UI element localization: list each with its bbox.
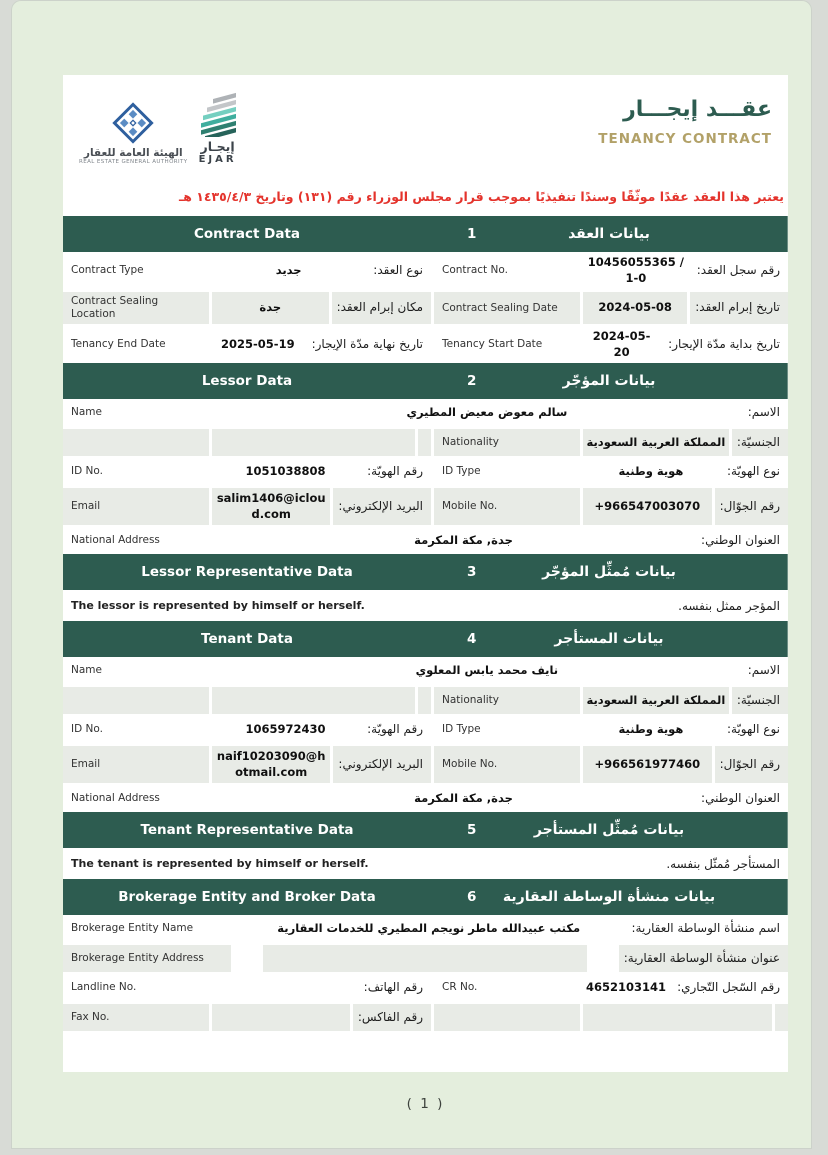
ejar-stripes-icon [198,91,238,137]
field-value: naif10203090@hotmail.com [209,746,333,783]
field-cell [63,716,431,743]
field-value [209,974,359,1001]
ejar-logo [198,91,238,165]
field-label-en: ID No. [71,723,103,736]
section-title-english: Lessor Representative Data [141,564,353,581]
field-value: جديد [209,252,368,289]
row-right-half [431,458,788,485]
section-title-arabic-text: بيانات مُمثِّل المؤجّر [542,564,676,581]
field-cell [63,326,431,363]
row-left-half [63,252,431,289]
field-label-en: ID Type [442,723,481,736]
field-label-ar [418,429,431,456]
section-number: 4 [467,631,477,648]
section-title-arabic-text: بيانات المستأجر [554,631,664,648]
field-label-ar: رقم الجوّال: [715,746,788,783]
field-label-en [63,687,209,714]
field-cell [434,458,788,485]
table-row [63,657,788,684]
field-cell [63,1004,431,1031]
field-label-ar: تاريخ إبرام العقد: [690,292,788,324]
field-label-ar: نوع الهويّة: [726,722,780,737]
ejar-name-arabic: إيجـار [200,139,235,154]
section-number: 5 [467,822,477,839]
section-title-arabic-text: بيانات منشأة الوساطة العقارية [502,889,716,906]
field-label-ar: الجنسيّة: [732,687,788,714]
field-value: salim1406@icloud.com [209,488,333,525]
field-label-en: Contract Sealing Date [434,292,580,324]
table-row [63,458,788,485]
field-cell [434,429,788,456]
field-label-ar: رقم الجوّال: [715,488,788,525]
representative-note-english: The lessor is represented by himself or herself. [71,599,365,613]
section-title-english: Brokerage Entity and Broker Data [118,889,376,906]
section-title-arabic [431,216,788,252]
table-row [63,289,788,326]
table-row [63,785,788,812]
field-cell [63,746,431,783]
field-label-en: CR No. [442,981,478,994]
section-title-english: Tenant Data [201,631,293,648]
field-cell-full [63,527,788,554]
section-number: 1 [467,226,477,242]
field-label-ar: تاريخ بداية مدّة الإيجار: [668,337,780,351]
field-label-ar: العنوان الوطني: [701,791,780,806]
document-title-block [598,91,782,147]
field-value: هوية وطنية [580,716,722,743]
section-header [63,879,788,915]
section-number: 2 [467,373,477,390]
page-number: ( 1 ) [406,1096,445,1112]
field-label-en [434,1004,580,1031]
field-label-ar: البريد الإلكتروني: [333,488,431,525]
section-number: 6 [467,889,477,906]
section-title-arabic [431,554,788,590]
field-value: 1051038808 [209,458,362,485]
row-right-half [431,746,788,783]
table-row [63,426,788,458]
field-value: سالم معوض معيض المطيري [406,405,568,420]
section-title-english: Lessor Data [201,373,293,390]
field-label-en: ID Type [442,465,481,478]
row-right-half [431,326,788,363]
section-title-arabic [431,621,788,657]
section-header [63,621,788,657]
field-cell-full [63,915,788,942]
field-label-ar: الجنسيّة: [732,429,788,456]
field-value: +966561977460 [580,746,715,783]
field-label-ar: رقم السّجل التّجاري: [677,980,780,995]
field-cell [63,429,431,456]
rega-name-english: REAL ESTATE GENERAL AUTHORITY [79,159,188,165]
row-right-half [431,974,788,1001]
field-cell [434,687,788,714]
legal-disclaimer: يعتبر هذا العقد عقدًا موثّقًا وسندًا تنفيذيًا بموجب قرار مجلس الوزراء رقم (١٣١) وتاريخ ١٤٣٥/٤/٣ هـ [178,189,784,204]
section-title-arabic [431,363,788,399]
field-value: مكتب عبيدالله ماطر نويجم المطيري للخدمات العقارية [277,921,581,936]
field-label-ar: الاسم: [747,663,780,678]
field-label-en: Nationality [434,429,580,456]
row-left-half [63,1004,431,1031]
section-header [63,812,788,848]
row-right-half [431,292,788,324]
table-row [63,527,788,554]
field-label-ar: رقم الفاكس: [353,1004,431,1031]
section-header [63,363,788,399]
field-value [260,945,590,972]
field-value: جدة, مكة المكرمة [414,533,513,548]
rega-name-arabic: الهيئة العامة للعقار [83,147,183,159]
field-label-en: Brokerage Entity Name [71,922,194,935]
section-header [63,554,788,590]
field-label-en: Mobile No. [434,746,580,783]
field-label-ar: نوع العقد: [373,262,423,277]
contract-sections [63,216,788,1033]
row-left-half [63,974,431,1001]
section-number: 3 [467,564,477,581]
field-label-ar: رقم الهاتف: [363,980,423,995]
field-label-en: Email [63,746,209,783]
representative-note-arabic: المستأجر مُمثّل بنفسه. [666,856,780,871]
field-value: 10456055365 / 1-0 [580,252,692,289]
table-row [63,485,788,527]
document-title-english: TENANCY CONTRACT [598,131,772,147]
table-row [63,716,788,743]
field-value [209,429,418,456]
field-cell [63,687,431,714]
field-value: 1065972430 [209,716,362,743]
field-label-ar [775,1004,788,1031]
field-cell-full [63,657,788,684]
logo-group [79,91,238,165]
row-right-half [431,716,788,743]
row-left-half [63,429,431,456]
field-label-en: Nationality [434,687,580,714]
field-cell [434,326,788,363]
field-value [209,1004,353,1031]
row-right-half [431,1004,788,1031]
row-left-half [63,292,431,324]
field-cell-full [63,785,788,812]
field-value: +966547003070 [580,488,715,525]
row-left-half [63,687,431,714]
field-label-en [63,429,209,456]
field-label-ar: رقم الهويّة: [367,722,423,737]
field-value: 4652103141 [580,974,672,1001]
row-right-half [431,429,788,456]
field-cell [434,292,788,324]
field-label-ar: رقم الهويّة: [367,464,423,479]
field-label-en: Name [71,664,102,677]
field-value [209,687,418,714]
field-value: نايف محمد يابس المعلوي [415,663,559,678]
document-title-arabic: عقـــد إيجـــار [623,97,772,122]
field-label-en: Contract Type [71,263,144,276]
row-right-half [431,687,788,714]
field-label-en: Landline No. [71,981,137,994]
field-label-en: Brokerage Entity Address [63,945,231,972]
field-label-en: Tenancy End Date [71,338,166,351]
ejar-name-english: EJAR [198,154,237,165]
field-label-en: Tenancy Start Date [442,338,543,351]
table-row [63,974,788,1001]
field-cell [434,716,788,743]
row-left-half [63,458,431,485]
field-label-en: Email [63,488,209,525]
field-label-ar: نوع الهويّة: [726,464,780,479]
field-label-ar: البريد الإلكتروني: [333,746,431,783]
field-cell [63,458,431,485]
field-value: 2025-05-19 [209,326,307,363]
row-left-half [63,488,431,525]
field-label-ar: عنوان منشأة الوساطة العقارية: [619,945,788,972]
row-right-half [431,488,788,525]
table-row [63,743,788,785]
section-title-english: Tenant Representative Data [140,822,354,839]
field-value: 2024-05-08 [580,292,690,324]
field-cell [63,252,431,289]
field-value: جدة [209,292,332,324]
field-label-ar: مكان إبرام العقد: [332,292,431,324]
field-cell [63,974,431,1001]
field-label-en: National Address [71,792,160,805]
field-value: المملكة العربية السعودية [580,429,732,456]
field-cell [434,1004,788,1031]
rega-diamond-icon [112,102,154,144]
field-value: المملكة العربية السعودية [580,687,732,714]
representative-note-arabic: المؤجر ممثل بنفسه. [678,598,780,613]
section-title-english: Contract Data [193,226,301,242]
field-cell [434,746,788,783]
field-cell-full [63,945,788,972]
row-left-half [63,716,431,743]
field-label-ar: رقم سجل العقد: [696,262,780,277]
section-title-arabic [431,812,788,848]
section-title-arabic-text: بيانات مُمثِّل المستأجر [533,822,685,839]
row-left-half [63,326,431,363]
table-row [63,942,788,974]
field-cell-full [63,399,788,426]
table-row [63,915,788,942]
table-row [63,590,788,621]
field-label-ar: العنوان الوطني: [701,533,780,548]
field-label-ar: اسم منشأة الوساطة العقارية: [631,921,780,936]
field-cell [434,974,788,1001]
field-value [580,1004,775,1031]
table-row [63,684,788,716]
rega-logo [79,102,188,165]
row-right-half [431,252,788,289]
table-row [63,399,788,426]
field-label-en: Contract No. [442,263,508,276]
field-label-ar: تاريخ نهاية مدّة الإيجار: [311,337,423,351]
field-label-ar: الاسم: [747,405,780,420]
field-cell [434,488,788,525]
field-value: جدة, مكة المكرمة [414,791,513,806]
field-label-en: ID No. [71,465,103,478]
document-header [63,75,788,175]
field-label-en: Contract Sealing Location [63,292,209,324]
field-cell [434,252,788,289]
section-title-arabic [431,879,788,915]
field-value: 2024-05-20 [580,326,663,363]
table-row [63,252,788,289]
field-label-en: National Address [71,534,160,547]
field-label-en: Mobile No. [434,488,580,525]
table-row [63,326,788,363]
field-value: هوية وطنية [580,458,722,485]
field-cell [63,488,431,525]
section-title-arabic-text: بيانات العقد [568,226,650,242]
field-label-ar [418,687,431,714]
field-label-en: Name [71,406,102,419]
row-left-half [63,746,431,783]
representative-note-english: The tenant is represented by himself or herself. [71,857,369,871]
contract-document [63,75,788,1072]
section-header [63,216,788,252]
field-label-en: Fax No. [63,1004,209,1031]
field-cell [63,292,431,324]
table-row [63,848,788,879]
pdf-page [11,0,812,1149]
section-title-arabic-text: بيانات المؤجّر [562,373,656,390]
table-row [63,1001,788,1033]
